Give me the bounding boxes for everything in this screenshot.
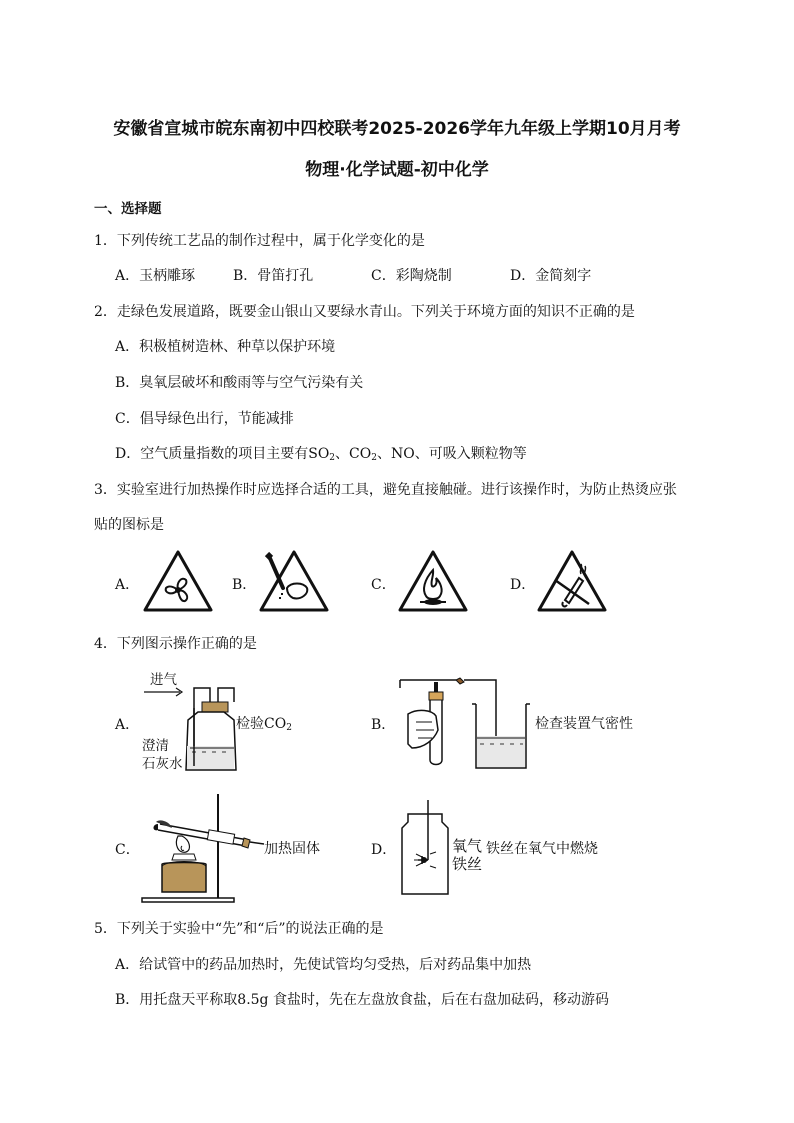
- q3-option-c-letter: C．: [371, 577, 396, 593]
- hand-wash-icon: [257, 548, 331, 614]
- q4a-caption-text: 检验CO: [236, 716, 287, 732]
- q4c-caption: 加热固体: [264, 841, 320, 857]
- q4d-oxygen-label: 氧气: [452, 837, 483, 855]
- q3-stem-line1: 3．实验室进行加热操作时应选择合适的工具，避免直接触碰。进行该操作时，为防止热烫应张: [94, 482, 677, 498]
- airtightness-check-figure: [396, 674, 532, 774]
- q2-d-sub2: 2: [371, 453, 377, 463]
- q2-d-text-pre: D．空气质量指数的项目主要有SO: [115, 446, 330, 462]
- q4a-liquid-label-2: 石灰水: [142, 756, 183, 772]
- q3-option-a-letter: A．: [115, 577, 140, 593]
- section-heading: 一、选择题: [94, 201, 162, 217]
- q1-option-a: A．玉柄雕琢: [115, 268, 196, 284]
- q2-option-a: A．积极植树造林、种草以保护环境: [115, 339, 336, 355]
- q1-option-c: C．彩陶烧制: [371, 268, 452, 284]
- q4-option-d-letter: D．: [371, 842, 397, 858]
- q2-d-text-mid: 、CO: [335, 446, 372, 462]
- q4d-wire-label: 铁丝: [452, 855, 483, 873]
- q4b-caption: 检查装置气密性: [535, 716, 633, 732]
- exam-title-line1: 安徽省宣城市皖东南初中四校联考2025-2026学年九年级上学期10月月考: [113, 119, 681, 139]
- q4a-liquid-label-1: 澄清: [142, 738, 169, 754]
- q3-option-b-letter: B．: [232, 577, 257, 593]
- q2-d-text-post: 、NO、可吸入颗粒物等: [376, 446, 527, 462]
- q2-stem: 2．走绿色发展道路，既要金山银山又要绿水青山。下列关于环境方面的知识不正确的是: [94, 304, 635, 320]
- q1-option-b: B．骨笛打孔: [233, 268, 314, 284]
- q2-option-d: [115, 443, 527, 463]
- q4a-caption-sub: 2: [286, 723, 292, 733]
- flame-icon: [396, 548, 470, 614]
- q3-stem-line2: 贴的图标是: [94, 517, 164, 533]
- q5-option-a: A．给试管中的药品加热时，先使试管均匀受热，后对药品集中加热: [115, 957, 532, 973]
- q4-option-c-letter: C．: [115, 842, 140, 858]
- q4a-inlet-label: 进气: [150, 672, 177, 688]
- q3-option-d-letter: D．: [510, 577, 536, 593]
- q5-option-b: B．用托盘天平称取8.5g 食盐时，先在左盘放食盐，后在右盘加砝码，移动游码: [115, 992, 609, 1008]
- iron-wire-combustion-figure: [396, 798, 458, 898]
- q4-option-a-letter: A．: [115, 717, 140, 733]
- heating-solid-figure: [138, 788, 266, 906]
- q4-stem: 4．下列图示操作正确的是: [94, 636, 257, 652]
- q2-d-sub1: 2: [329, 453, 336, 463]
- q5-stem: 5．下列关于实验中“先”和“后”的说法正确的是: [94, 921, 384, 937]
- q4-option-b-letter: B．: [371, 717, 396, 733]
- q1-option-d: D．金简刻字: [510, 268, 592, 284]
- q2-option-c: C．倡导绿色出行，节能减排: [115, 411, 294, 427]
- q4d-caption: 铁丝在氧气中燃烧: [486, 841, 598, 857]
- q2-option-b: B．臭氧层破坏和酸雨等与空气污染有关: [115, 375, 364, 391]
- exam-title-line2: 物理·化学试题-初中化学: [305, 160, 489, 180]
- q4a-caption: [236, 713, 292, 733]
- fan-warning-icon: [141, 548, 215, 614]
- q1-stem: 1．下列传统工艺品的制作过程中，属于化学变化的是: [94, 233, 425, 249]
- no-hot-test-tube-icon: [535, 548, 609, 614]
